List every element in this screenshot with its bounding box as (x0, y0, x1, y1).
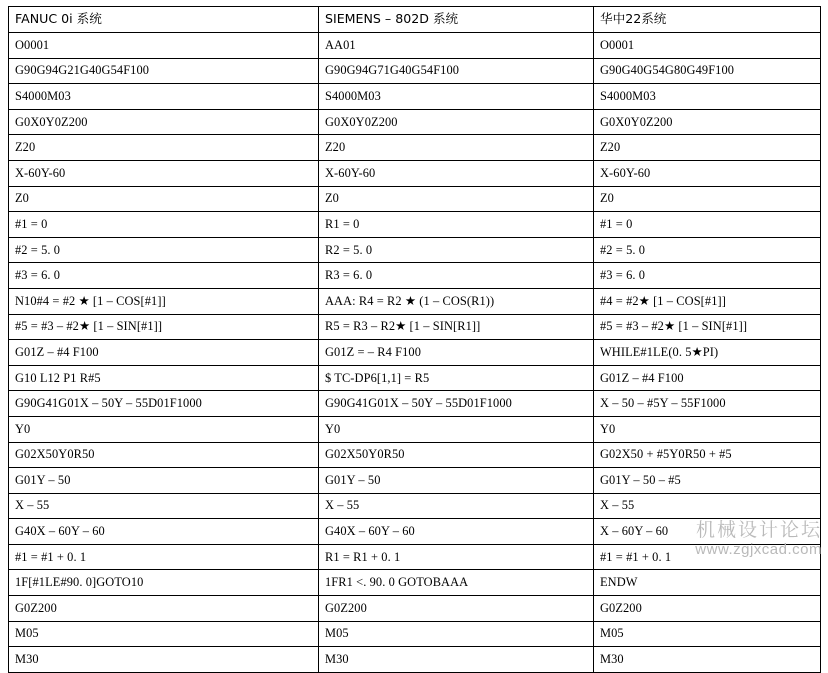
table-row (9, 391, 821, 417)
code-cell-siemens: G90G41G01X – 50Y – 55D01F1000 (319, 391, 594, 417)
table-row (9, 109, 821, 135)
watermark-site-name: 机械设计论坛 (695, 519, 822, 541)
table-row (9, 212, 821, 238)
code-cell-siemens: M05 (319, 621, 594, 647)
code-cell-fanuc: #5 = #3 – #2★ [1 – SIN[#1]] (9, 314, 319, 340)
table-row (9, 84, 821, 110)
table-row (9, 33, 821, 59)
code-cell-huazhong: M05 (594, 621, 821, 647)
code-cell-siemens: G40X – 60Y – 60 (319, 519, 594, 545)
code-cell-huazhong: #2 = 5. 0 (594, 237, 821, 263)
table-row (9, 135, 821, 161)
code-cell-huazhong: G90G40G54G80G49F100 (594, 58, 821, 84)
code-cell-siemens: Y0 (319, 416, 594, 442)
table-row (9, 416, 821, 442)
code-cell-fanuc: #1 = #1 + 0. 1 (9, 544, 319, 570)
code-cell-siemens: G01Y – 50 (319, 468, 594, 494)
table-row (9, 340, 821, 366)
code-cell-huazhong: ENDW (594, 570, 821, 596)
cnc-code-comparison-table (8, 6, 821, 673)
code-cell-fanuc: G10 L12 P1 R#5 (9, 365, 319, 391)
table-row (9, 263, 821, 289)
table-row (9, 621, 821, 647)
code-cell-siemens: R5 = R3 – R2★ [1 – SIN[R1]] (319, 314, 594, 340)
code-cell-fanuc: S4000M03 (9, 84, 319, 110)
code-cell-siemens: $ TC-DP6[1,1] = R5 (319, 365, 594, 391)
code-cell-fanuc: G90G94G21G40G54F100 (9, 58, 319, 84)
code-cell-huazhong: #5 = #3 – #2★ [1 – SIN[#1]] (594, 314, 821, 340)
code-cell-siemens: 1FR1 <. 90. 0 GOTOBAAA (319, 570, 594, 596)
code-cell-fanuc: N10#4 = #2 ★ [1 – COS[#1]] (9, 288, 319, 314)
code-cell-siemens: Z20 (319, 135, 594, 161)
code-cell-huazhong: Z0 (594, 186, 821, 212)
code-cell-fanuc: G01Y – 50 (9, 468, 319, 494)
code-cell-fanuc: Y0 (9, 416, 319, 442)
code-cell-fanuc: Z20 (9, 135, 319, 161)
code-cell-siemens: R2 = 5. 0 (319, 237, 594, 263)
table-row (9, 186, 821, 212)
code-cell-fanuc: G90G41G01X – 50Y – 55D01F1000 (9, 391, 319, 417)
column-header-siemens: SIEMENS – 802D 系统 (319, 7, 594, 33)
code-cell-siemens: G02X50Y0R50 (319, 442, 594, 468)
code-cell-siemens: AAA: R4 = R2 ★ (1 – COS(R1)) (319, 288, 594, 314)
table-row (9, 570, 821, 596)
code-cell-fanuc: G01Z – #4 F100 (9, 340, 319, 366)
table-row (9, 288, 821, 314)
code-cell-huazhong: Y0 (594, 416, 821, 442)
table-header (9, 7, 821, 33)
code-cell-siemens: G90G94G71G40G54F100 (319, 58, 594, 84)
table-row (9, 237, 821, 263)
table-row (9, 442, 821, 468)
code-cell-fanuc: M30 (9, 647, 319, 673)
column-header-huazhong: 华中22系统 (594, 7, 821, 33)
code-cell-fanuc: #2 = 5. 0 (9, 237, 319, 263)
code-cell-fanuc: G40X – 60Y – 60 (9, 519, 319, 545)
table-row (9, 365, 821, 391)
code-cell-siemens: R1 = 0 (319, 212, 594, 238)
code-cell-huazhong: WHILE#1LE(0. 5★PI) (594, 340, 821, 366)
code-cell-fanuc: G02X50Y0R50 (9, 442, 319, 468)
code-cell-huazhong: G01Y – 50 – #5 (594, 468, 821, 494)
code-cell-fanuc: O0001 (9, 33, 319, 59)
code-cell-siemens: G01Z = – R4 F100 (319, 340, 594, 366)
code-cell-huazhong: #4 = #2★ [1 – COS[#1]] (594, 288, 821, 314)
code-cell-fanuc: X-60Y-60 (9, 160, 319, 186)
code-cell-huazhong: O0001 (594, 33, 821, 59)
code-cell-siemens: G0X0Y0Z200 (319, 109, 594, 135)
code-cell-huazhong: #3 = 6. 0 (594, 263, 821, 289)
code-comparison-sheet (8, 6, 820, 667)
code-cell-huazhong: Z20 (594, 135, 821, 161)
code-cell-fanuc: M05 (9, 621, 319, 647)
table-row (9, 519, 821, 545)
code-cell-siemens: M30 (319, 647, 594, 673)
table-row (9, 160, 821, 186)
code-cell-huazhong: X – 60Y – 60 (594, 519, 821, 545)
code-cell-siemens: S4000M03 (319, 84, 594, 110)
table-row (9, 647, 821, 673)
table-row (9, 468, 821, 494)
table-row (9, 493, 821, 519)
code-cell-siemens: X-60Y-60 (319, 160, 594, 186)
code-cell-fanuc: Z0 (9, 186, 319, 212)
code-cell-fanuc: 1F[#1LE#90. 0]GOTO10 (9, 570, 319, 596)
code-cell-huazhong: X-60Y-60 (594, 160, 821, 186)
table-row (9, 314, 821, 340)
table-row (9, 544, 821, 570)
table-row (9, 596, 821, 622)
code-cell-huazhong: X – 55 (594, 493, 821, 519)
code-cell-fanuc: #1 = 0 (9, 212, 319, 238)
code-cell-siemens: Z0 (319, 186, 594, 212)
code-cell-huazhong: X – 50 – #5Y – 55F1000 (594, 391, 821, 417)
code-cell-fanuc: G0Z200 (9, 596, 319, 622)
code-cell-huazhong: G0Z200 (594, 596, 821, 622)
code-cell-fanuc: X – 55 (9, 493, 319, 519)
watermark-site-url: www.zgjxcad.com (695, 541, 822, 558)
code-cell-huazhong: G0X0Y0Z200 (594, 109, 821, 135)
code-cell-huazhong: M30 (594, 647, 821, 673)
table-header-row (9, 7, 821, 33)
table-body (9, 33, 821, 673)
table-row (9, 58, 821, 84)
code-cell-huazhong: #1 = 0 (594, 212, 821, 238)
code-cell-huazhong: S4000M03 (594, 84, 821, 110)
code-cell-huazhong: #1 = #1 + 0. 1 (594, 544, 821, 570)
code-cell-siemens: R1 = R1 + 0. 1 (319, 544, 594, 570)
code-cell-fanuc: G0X0Y0Z200 (9, 109, 319, 135)
code-cell-siemens: G0Z200 (319, 596, 594, 622)
code-cell-siemens: AA01 (319, 33, 594, 59)
column-header-fanuc: FANUC 0i 系统 (9, 7, 319, 33)
code-cell-huazhong: G02X50 + #5Y0R50 + #5 (594, 442, 821, 468)
code-cell-huazhong: G01Z – #4 F100 (594, 365, 821, 391)
code-cell-siemens: R3 = 6. 0 (319, 263, 594, 289)
code-cell-fanuc: #3 = 6. 0 (9, 263, 319, 289)
code-cell-siemens: X – 55 (319, 493, 594, 519)
